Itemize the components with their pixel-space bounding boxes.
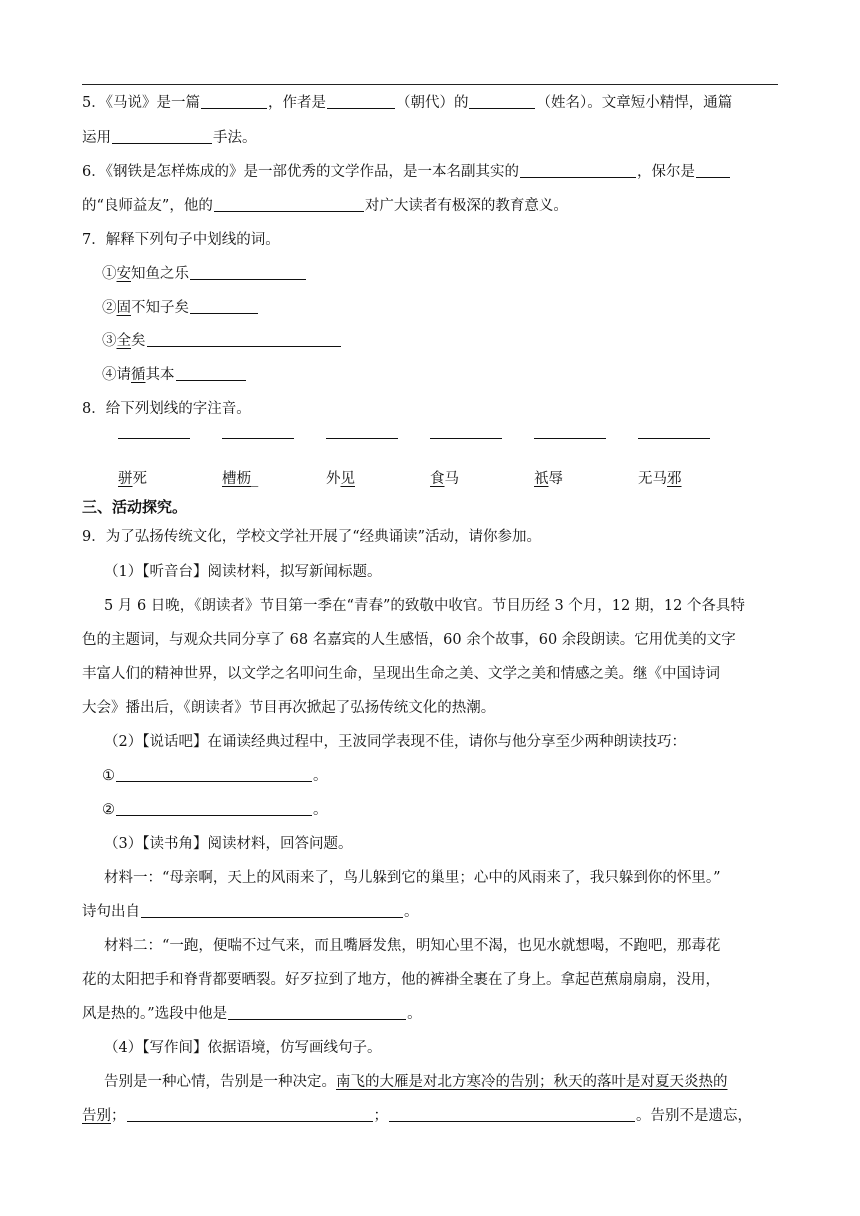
underlined-word: 全 — [116, 333, 131, 349]
word-text: 无马 — [638, 471, 667, 487]
material-two-question — [82, 1004, 422, 1024]
answer-blank[interactable] — [214, 196, 364, 212]
pinyin-word — [534, 469, 563, 489]
answer-blank[interactable] — [116, 800, 312, 816]
word-text: 死 — [132, 471, 147, 487]
underlined-char: 祇 — [534, 471, 549, 487]
material-two: 花的太阳把手和脊背都要晒裂。好歹拉到了地方，他的裤褂全裹在了身上。拿起芭蕉扇扇扇，没用， — [82, 972, 720, 988]
answer-blank[interactable] — [127, 1106, 373, 1122]
q7-item-4 — [102, 365, 247, 385]
q9-part-1: （1）【听音台】阅读材料，拟写新闻标题。 — [104, 564, 382, 580]
underlined-char: 骈 — [118, 471, 133, 487]
item-text: 请 — [116, 367, 131, 383]
answer-blank[interactable] — [469, 93, 535, 109]
q7-item-2 — [102, 298, 259, 318]
item-number: ① — [102, 768, 115, 784]
writing-prompt-line-1 — [104, 1072, 728, 1092]
pinyin-blank[interactable] — [430, 438, 502, 439]
underlined-word: 固 — [116, 300, 131, 316]
answer-blank[interactable] — [389, 1106, 635, 1122]
header-rule — [82, 84, 778, 85]
question-6-line-2 — [82, 196, 568, 216]
question-5-line-1 — [82, 93, 732, 113]
material-paragraph: 丰富人们的精神世界，以文学之名叩问生命，呈现出生命之美、文学之美和情感之美。继《中国诗词 — [82, 666, 720, 682]
item-number: ② — [102, 802, 115, 818]
answer-blank[interactable] — [176, 365, 246, 381]
item-text: 矣 — [131, 333, 146, 349]
material-one-question — [82, 902, 419, 922]
material-paragraph: 大会》播出后，《朗读者》节目再次掀起了弘扬传统文化的热潮。 — [82, 700, 496, 716]
answer-blank[interactable] — [696, 162, 730, 178]
answer-blank[interactable] — [112, 128, 212, 144]
q5-text: （姓名）。文章短小精悍，通篇 — [536, 95, 733, 111]
answer-blank[interactable] — [190, 298, 258, 314]
item-text: 诗句出自 — [82, 904, 140, 920]
pinyin-word — [118, 469, 147, 489]
underlined-char: 见 — [340, 471, 355, 487]
pinyin-blank[interactable] — [118, 438, 190, 439]
item-text: 。 — [313, 802, 328, 818]
pinyin-blank[interactable] — [534, 438, 606, 439]
question-5-line-2 — [82, 128, 257, 148]
q9-part-3: （3）【读书角】阅读材料，回答问题。 — [104, 836, 353, 852]
pinyin-word — [430, 469, 459, 489]
pinyin-blank[interactable] — [222, 438, 294, 439]
underlined-sentence: 告别 — [82, 1108, 111, 1124]
underlined-char: 邪 — [667, 471, 682, 487]
q9-part-2: （2）【说话吧】在诵读经典过程中，王波同学表现不佳，请你与他分享至少两种朗读技巧： — [104, 734, 686, 750]
question-7-title: 7．解释下列句子中划线的词。 — [82, 232, 280, 248]
q6-text: 6．《钢铁是怎样炼成的》是一部优秀的文学作品，是一本名副其实的 — [82, 164, 519, 180]
answer-blank[interactable] — [116, 766, 312, 782]
word-text: 外 — [326, 471, 341, 487]
pinyin-word — [326, 469, 355, 489]
underlined-sentence: 南飞的大雁是对北方寒冷的告别；秋天的落叶是对夏天炎热的 — [336, 1074, 728, 1090]
underlined-char: 槽枥 — [222, 471, 251, 487]
q5-text: ，作者是 — [267, 95, 326, 111]
q9-answer-1 — [102, 766, 328, 786]
word-text: 马 — [444, 471, 459, 487]
item-text: 。 — [313, 768, 328, 784]
item-number: ① — [102, 266, 117, 282]
q6-text: ，保尔是 — [636, 164, 695, 180]
question-6-line-1 — [82, 162, 731, 182]
q6-text: 的“良师益友”，他的 — [82, 198, 213, 214]
item-text: 告别是一种心情，告别是一种决定。 — [104, 1074, 336, 1090]
word-text: 辱 — [548, 471, 563, 487]
material-one: 材料一：“母亲啊，天上的风雨来了，鸟儿躲到它的巢里；心中的风雨来了，我只躲到你的怀里。” — [104, 870, 721, 886]
pinyin-blank[interactable] — [638, 438, 710, 439]
underlined-word: 循 — [131, 367, 146, 383]
underlined-word: 安 — [116, 266, 131, 282]
item-text: 。 — [407, 1006, 422, 1022]
answer-blank[interactable] — [190, 264, 306, 280]
question-9-title: 9．为了弘扬传统文化，学校文学社开展了“经典诵读”活动，请你参加。 — [82, 529, 542, 545]
pinyin-word — [638, 469, 682, 489]
q5-text: 5．《马说》是一篇 — [82, 95, 200, 111]
material-paragraph: 5 月 6 日晚，《朗读者》节目第一季在“青春”的致敬中收官。节目历经 3 个月，12 期，12 个各具特 — [104, 598, 745, 614]
q6-text: 对广大读者有极深的教育意义。 — [364, 198, 568, 214]
pinyin-blank[interactable] — [326, 438, 398, 439]
q9-part-4: （4）【写作间】依据语境，仿写画线句子。 — [104, 1040, 382, 1056]
word-text: _ — [251, 471, 259, 487]
item-text: ； — [373, 1108, 388, 1124]
q7-item-1 — [102, 264, 307, 284]
answer-blank[interactable] — [141, 902, 403, 918]
answer-blank[interactable] — [228, 1004, 406, 1020]
material-paragraph: 色的主题词，与观众共同分享了 68 名嘉宾的人生感悟，60 余个故事，60 余段朗读。它用优美的文字 — [82, 632, 736, 648]
item-text: 其本 — [145, 367, 175, 383]
material-two: 材料二：“一跑，便喘不过气来，而且嘴唇发焦，明知心里不渴，也见水就想喝，不跑吧，那毒花 — [104, 938, 721, 954]
q5-text: 运用 — [82, 130, 111, 146]
q5-text: 手法。 — [213, 130, 257, 146]
item-text: ； — [111, 1108, 126, 1124]
answer-blank[interactable] — [520, 162, 636, 178]
item-number: ④ — [102, 367, 117, 383]
item-number: ② — [102, 300, 117, 316]
item-text: 。告别不是遗忘， — [636, 1108, 752, 1124]
item-text: 风是热的。”选段中他是 — [82, 1006, 228, 1022]
answer-blank[interactable] — [201, 93, 267, 109]
q7-item-3 — [102, 331, 342, 351]
writing-prompt-line-2 — [82, 1106, 752, 1126]
section-heading: 三、活动探究。 — [82, 498, 188, 516]
underlined-char: 食 — [430, 471, 445, 487]
q9-answer-2 — [102, 800, 328, 820]
item-text: 不知子矣 — [131, 300, 189, 316]
item-text: 。 — [404, 904, 419, 920]
question-8-title: 8．给下列划线的字注音。 — [82, 401, 251, 417]
q5-text: （朝代）的 — [395, 95, 469, 111]
item-number: ③ — [102, 333, 117, 349]
answer-blank[interactable] — [147, 331, 341, 347]
answer-blank[interactable] — [327, 93, 395, 109]
pinyin-word — [222, 469, 258, 489]
item-text: 知鱼之乐 — [131, 266, 189, 282]
